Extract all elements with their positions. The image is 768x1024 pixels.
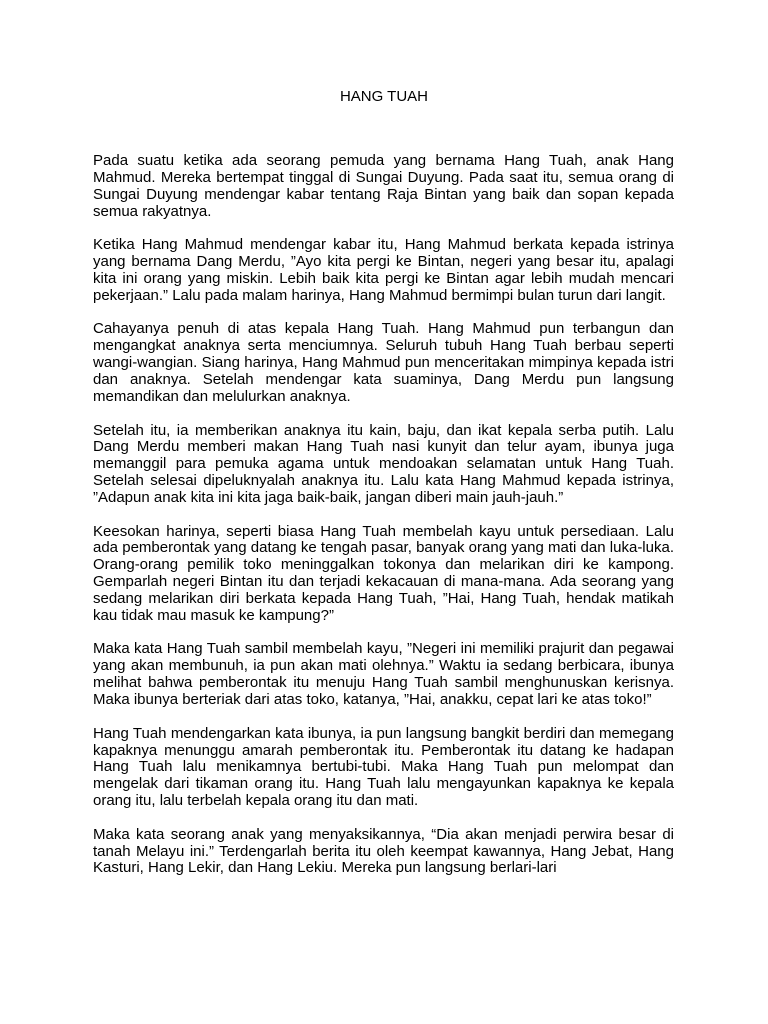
document-title: HANG TUAH	[339, 88, 429, 105]
paragraph-4: Setelah itu, ia memberikan anaknya itu kain, baju, dan ikat kepala serba putih. Lalu Dang Merdu memberi makan Hang Tuah nasi kunyit dan telur ayam, ibunya juga memanggil para pemuka agama untuk mendoakan selamatan untuk Hang Tuah. Setelah selesai dipeluknyalah anaknya itu. Lalu kata Hang Mahmud kepada istrinya, ”Adapun anak kita ini kita jaga baik-baik, jangan diberi main jauh-jauh.”	[93, 421, 674, 506]
document-body	[93, 153, 674, 894]
paragraph-3: Cahayanya penuh di atas kepala Hang Tuah. Hang Mahmud pun terbangun dan mengangkat anaknya serta menciumnya. Seluruh tubuh Hang Tuah berbau seperti wangi-wangian. Siang harinya, Hang Mahmud pun menceritakan mimpinya kepada istri dan anaknya. Setelah mendengar kata suaminya, Dang Merdu pun langsung memandikan dan melulurkan anaknya.	[93, 320, 674, 405]
paragraph-7: Hang Tuah mendengarkan kata ibunya, ia pun langsung bangkit berdiri dan memegang kapaknya menunggu amarah pemberontak itu. Pemberontak itu datang ke hadapan Hang Tuah lalu menikamnya bertubi-tubi. Maka Hang Tuah pun melompat dan mengelak dari tikaman orang itu. Hang Tuah lalu mengayunkan kapaknya ke kepala orang itu, lalu terbelah kepala orang itu dan mati.	[93, 724, 674, 810]
paragraph-8: Maka kata seorang anak yang menyaksikannya, “Dia akan menjadi perwira besar di tanah Melayu ini.” Terdengarlah berita itu oleh keempat kawannya, Hang Jebat, Hang Kasturi, Hang Lekir, dan Hang Lekiu. Mereka pun langsung berlari-lari	[93, 825, 674, 877]
paragraph-6: Maka kata Hang Tuah sambil membelah kayu, ”Negeri ini memiliki prajurit dan pegawai yang akan membunuh, ia pun akan mati olehnya.” Waktu ia sedang berbicara, ibunya melihat bahwa pemberontak itu menuju Hang Tuah sambil menghunuskan kerisnya. Maka ibunya berteriak dari atas toko, katanya, ”Hai, anakku, cepat lari ke atas toko!”	[93, 640, 674, 708]
paragraph-5: Keesokan harinya, seperti biasa Hang Tuah membelah kayu untuk persediaan. Lalu ada pemberontak yang datang ke tengah pasar, banyak orang yang mati dan luka-luka. Orang-orang pemilik toko meninggalkan tokonya dan melarikan diri ke kampong. Gemparlah negeri Bintan itu dan terjadi kekacauan di mana-mana. Ada seorang yang sedang melarikan diri berkata kepada Hang Tuah, ”Hai, Hang Tuah, hendak matikah kau tidak mau masuk ke kampung?”	[93, 522, 674, 624]
paragraph-2: Ketika Hang Mahmud mendengar kabar itu, Hang Mahmud berkata kepada istrinya yang bernama Dang Merdu, ”Ayo kita pergi ke Bintan, negeri yang besar itu, apalagi kita ini orang yang miskin. Lebih baik kita pergi ke Bintan agar lebih mudah mencari pekerjaan.” Lalu pada malam harinya, Hang Mahmud bermimpi bulan turun dari langit.	[93, 236, 674, 304]
paragraph-1: Pada suatu ketika ada seorang pemuda yang bernama Hang Tuah, anak Hang Mahmud. Mereka bertempat tinggal di Sungai Duyung. Pada saat itu, semua orang di Sungai Duyung mendengar kabar tentang Raja Bintan yang baik dan sopan kepada semua rakyatnya.	[93, 152, 674, 220]
